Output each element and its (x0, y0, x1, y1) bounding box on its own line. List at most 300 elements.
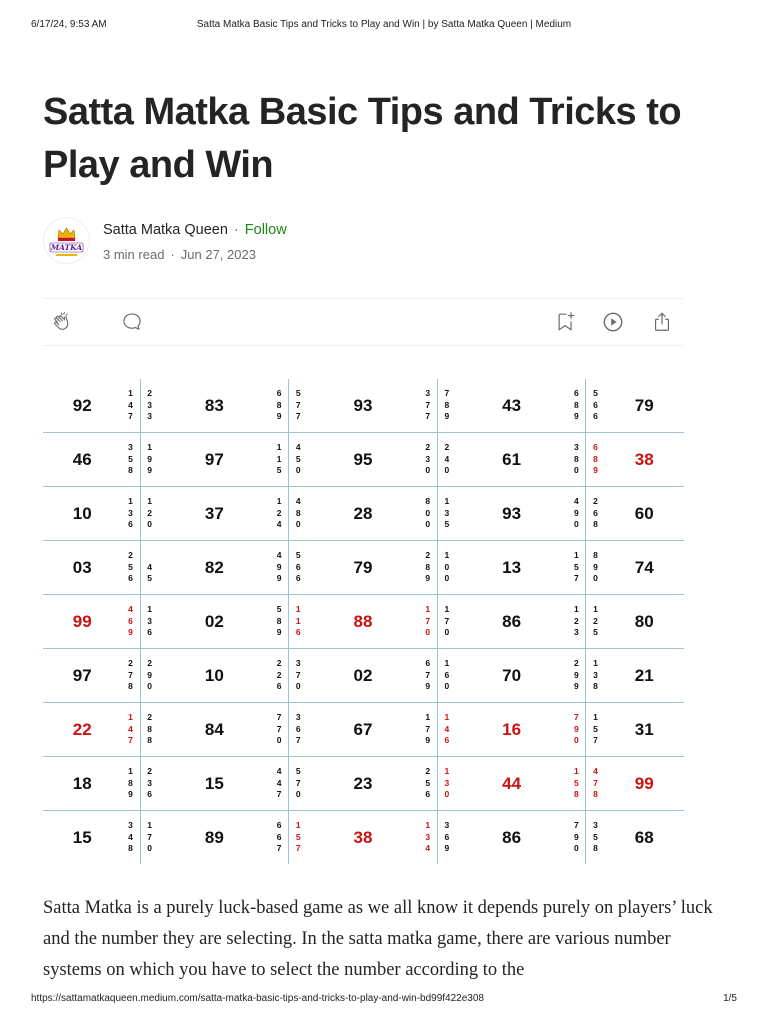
chart-digit-stack (270, 811, 289, 865)
chart-digit: 9 (147, 453, 152, 464)
chart-digit: 7 (444, 388, 450, 399)
chart-digit: 1 (276, 453, 282, 464)
chart-digit: 9 (593, 465, 598, 476)
chart-digit: 7 (276, 843, 282, 854)
chart-digit: 3 (444, 777, 450, 788)
chart-digit: 6 (147, 627, 152, 638)
chart-digit: 1 (147, 496, 152, 507)
chart-digit: 1 (276, 496, 282, 507)
chart-digit: 3 (593, 669, 598, 680)
chart-digit-stack (419, 487, 438, 541)
chart-digit-stack (567, 757, 586, 811)
chart-digit: 2 (593, 615, 598, 626)
chart-digit-stack (567, 649, 586, 703)
chart-digit: 6 (444, 831, 450, 842)
separator-dot: · (170, 247, 175, 262)
chart-digit: 4 (276, 777, 282, 788)
chart-digit: 2 (276, 507, 282, 518)
chart-digit: 8 (573, 453, 579, 464)
chart-number: 44 (456, 757, 567, 811)
chart-digit: 7 (295, 777, 301, 788)
chart-digit: 5 (593, 627, 598, 638)
chart-digit: 7 (425, 399, 431, 410)
chart-digit: 3 (295, 712, 301, 723)
chart-number: 99 (43, 595, 121, 649)
chart-digit: 5 (444, 519, 450, 530)
chart-digit-stack (270, 703, 289, 757)
chart-digit: 7 (295, 843, 301, 854)
chart-digit: 9 (128, 789, 133, 800)
chart-digit: 1 (444, 712, 450, 723)
chart-digit: 3 (444, 507, 450, 518)
chart-digit: 4 (128, 723, 133, 734)
chart-digit-stack (567, 379, 586, 433)
chart-digit-stack (567, 541, 586, 595)
chart-digit-stack (289, 487, 308, 541)
chart-digit: 6 (147, 789, 152, 800)
chart-digit: 5 (295, 831, 301, 842)
chart-digit: 0 (593, 573, 598, 584)
chart-number: 67 (307, 703, 418, 757)
article-title: Satta Matka Basic Tips and Tricks to Play and Win (43, 91, 682, 186)
chart-digit: 4 (425, 843, 431, 854)
chart-digit: 1 (573, 550, 579, 561)
chart-digit: 3 (425, 388, 431, 399)
chart-number: 43 (456, 379, 567, 433)
chart-digit: 1 (444, 496, 450, 507)
chart-digit-stack (140, 811, 159, 865)
chart-digit: 4 (128, 831, 133, 842)
chart-number: 86 (502, 827, 522, 847)
chart-digit: 3 (425, 453, 431, 464)
chart-digit: 4 (573, 496, 579, 507)
chart-digit: 1 (444, 658, 450, 669)
chart-digit: 0 (425, 627, 431, 638)
chart-digit-stack (419, 703, 438, 757)
chart-digit: 9 (573, 411, 579, 422)
chart-number: 83 (159, 379, 270, 433)
chart-digit: 9 (573, 831, 579, 842)
chart-digit-stack (140, 757, 159, 811)
chart-digit-stack (140, 541, 159, 595)
chart-digit: 9 (425, 735, 431, 746)
chart-digit: 7 (573, 820, 579, 831)
clap-icon[interactable] (51, 311, 73, 333)
chart-digit: 8 (128, 465, 133, 476)
chart-number: 02 (307, 649, 418, 703)
chart-digit-stack (121, 595, 140, 649)
chart-digit: 0 (295, 789, 301, 800)
chart-digit: 8 (128, 777, 133, 788)
chart-row (43, 433, 684, 487)
chart-digit: 7 (425, 615, 431, 626)
chart-digit: 9 (147, 465, 152, 476)
chart-digit: 7 (128, 735, 133, 746)
chart-digit: 0 (425, 519, 431, 530)
chart-digit: 5 (295, 453, 301, 464)
chart-digit-stack (121, 811, 140, 865)
separator-dot: · (233, 222, 239, 238)
chart-digit: 8 (593, 789, 598, 800)
chart-digit: 3 (573, 442, 579, 453)
chart-digit: 7 (593, 777, 598, 788)
chart-digit: 2 (573, 615, 579, 626)
chart-digit-stack (121, 757, 140, 811)
chart-digit-stack (586, 595, 605, 649)
chart-digit: 7 (573, 573, 579, 584)
chart-digit: 6 (276, 831, 282, 842)
chart-digit: 2 (276, 669, 282, 680)
chart-row (43, 649, 684, 703)
follow-button[interactable]: Follow (244, 222, 287, 238)
chart-digit-stack (437, 541, 456, 595)
publish-date: Jun 27, 2023 (180, 247, 256, 262)
chart-number: 28 (307, 487, 418, 541)
chart-number: 10 (43, 487, 121, 541)
chart-digit: 8 (593, 519, 598, 530)
chart-digit-stack (289, 757, 308, 811)
article-meta (103, 247, 256, 262)
author-name[interactable]: Satta Matka Queen (103, 222, 228, 238)
chart-number: 79 (307, 541, 418, 595)
chart-digit: 3 (573, 627, 579, 638)
chart-digit: 1 (128, 496, 133, 507)
chart-digit: 6 (295, 627, 301, 638)
chart-number: 15 (159, 757, 270, 811)
chart-digit-stack (270, 487, 289, 541)
chart-number: 84 (159, 703, 270, 757)
chart-digit-stack (419, 757, 438, 811)
chart-digit: 5 (276, 604, 282, 615)
chart-digit: 9 (276, 561, 282, 572)
chart-digit: 7 (425, 411, 431, 422)
chart-digit-stack (586, 649, 605, 703)
chart-digit-stack (270, 433, 289, 487)
chart-number: 18 (43, 757, 121, 811)
chart-digit-stack (586, 487, 605, 541)
chart-digit-stack (121, 703, 140, 757)
chart-digit-stack (567, 703, 586, 757)
chart-digit: 3 (444, 820, 450, 831)
chart-digit: 4 (147, 561, 152, 572)
chart-number: 68 (634, 827, 654, 847)
chart-digit: 6 (593, 399, 598, 410)
chart-digit: 3 (425, 831, 431, 842)
chart-digit: 7 (128, 669, 133, 680)
chart-row (43, 757, 684, 811)
chart-digit: 7 (295, 669, 301, 680)
read-time: 3 min read (103, 247, 165, 262)
chart-digit: 2 (276, 658, 282, 669)
chart-digit: 8 (147, 735, 152, 746)
chart-number: 37 (159, 487, 270, 541)
chart-digit: 8 (573, 399, 579, 410)
chart-digit: 0 (295, 465, 301, 476)
chart-digit: 6 (295, 573, 301, 584)
action-bar (43, 298, 683, 346)
chart-digit: 6 (444, 735, 450, 746)
chart-digit: 2 (147, 507, 152, 518)
chart-digit: 8 (593, 843, 598, 854)
chart-digit-stack (289, 649, 308, 703)
chart-digit: 6 (593, 442, 598, 453)
chart-digit-stack (419, 541, 438, 595)
chart-digit: 1 (573, 604, 579, 615)
chart-digit: 8 (425, 561, 431, 572)
chart-digit: 6 (295, 561, 301, 572)
chart-digit: 8 (573, 789, 579, 800)
chart-digit-stack (270, 649, 289, 703)
chart-digit-stack (437, 487, 456, 541)
chart-digit-stack (586, 379, 605, 433)
chart-digit: 9 (128, 627, 133, 638)
chart-number: 88 (307, 595, 418, 649)
chart-digit: 9 (444, 411, 450, 422)
chart-digit: 7 (593, 735, 598, 746)
chart-digit: 6 (128, 573, 133, 584)
chart-digit-stack (270, 541, 289, 595)
chart-digit-stack (586, 433, 605, 487)
chart-digit-stack (586, 811, 605, 865)
chart-digit: 2 (425, 550, 431, 561)
chart-digit: 1 (128, 712, 133, 723)
chart-number: 38 (353, 827, 373, 847)
chart-digit: 1 (444, 604, 450, 615)
chart-digit: 0 (276, 735, 282, 746)
chart-digit: 7 (573, 712, 579, 723)
chart-digit: 5 (573, 561, 579, 572)
chart-digit: 0 (573, 735, 579, 746)
chart-digit: 0 (295, 519, 301, 530)
chart-digit: 3 (128, 820, 133, 831)
chart-digit (141, 550, 159, 562)
chart-digit: 8 (128, 843, 133, 854)
chart-number: 97 (159, 433, 270, 487)
chart-digit-stack (270, 379, 289, 433)
chart-digit: 9 (573, 681, 579, 692)
chart-digit: 3 (128, 442, 133, 453)
chart-digit: 1 (295, 820, 301, 831)
share-icon[interactable] (651, 311, 673, 333)
chart-digit: 6 (444, 669, 450, 680)
chart-digit: 6 (593, 411, 598, 422)
chart-digit: 2 (147, 766, 152, 777)
chart-digit: 9 (425, 573, 431, 584)
chart-digit: 5 (147, 573, 152, 584)
chart-digit: 2 (147, 658, 152, 669)
chart-digit: 1 (147, 604, 152, 615)
chart-digit: 5 (425, 777, 431, 788)
print-header (0, 19, 768, 33)
chart-digit: 7 (276, 789, 282, 800)
matka-logo-icon (44, 218, 89, 263)
chart-digit: 5 (128, 561, 133, 572)
svg-text:MATKA: MATKA (50, 243, 83, 252)
chart-digit-stack (437, 595, 456, 649)
print-url: https://sattamatkaqueen.medium.com/satta-matka-basic-tips-and-tricks-to-play-and-win-bd99f422e308 (31, 993, 484, 1004)
chart-digit: 8 (295, 507, 301, 518)
chart-digit: 1 (425, 712, 431, 723)
chart-digit-stack (586, 757, 605, 811)
chart-digit: 6 (295, 723, 301, 734)
chart-digit: 8 (593, 681, 598, 692)
chart-digit: 1 (128, 388, 133, 399)
chart-digit: 3 (147, 411, 152, 422)
chart-digit: 5 (295, 766, 301, 777)
chart-number: 70 (456, 649, 567, 703)
chart-digit-stack (567, 595, 586, 649)
chart-digit-stack (437, 379, 456, 433)
chart-digit-stack (289, 541, 308, 595)
print-datetime: 6/17/24, 9:53 AM (31, 19, 107, 30)
chart-digit: 0 (425, 507, 431, 518)
page-number: 1/5 (723, 993, 737, 1004)
chart-digit: 6 (276, 820, 282, 831)
chart-digit: 0 (573, 843, 579, 854)
chart-digit: 9 (276, 627, 282, 638)
chart-digit: 6 (276, 388, 282, 399)
chart-digit: 2 (573, 658, 579, 669)
chart-digit-stack (140, 487, 159, 541)
chart-digit: 7 (147, 831, 152, 842)
chart-digit-stack (586, 703, 605, 757)
chart-number: 10 (159, 649, 270, 703)
chart-digit: 4 (593, 766, 598, 777)
chart-number: 60 (604, 487, 684, 541)
chart-digit-stack (289, 811, 308, 865)
chart-digit: 1 (593, 712, 598, 723)
author-line (103, 222, 287, 238)
chart-digit: 3 (295, 658, 301, 669)
chart-digit: 4 (295, 442, 301, 453)
chart-digit-stack (289, 433, 308, 487)
chart-digit: 0 (444, 681, 450, 692)
chart-number: 46 (43, 433, 121, 487)
chart-row (43, 703, 684, 757)
chart-digit: 0 (295, 681, 301, 692)
chart-digit-stack (140, 703, 159, 757)
chart-digit: 5 (593, 388, 598, 399)
chart-digit: 1 (147, 820, 152, 831)
chart-number: 61 (456, 433, 567, 487)
chart-digit-stack (567, 811, 586, 865)
chart-digit: 1 (444, 766, 450, 777)
chart-digit-stack (140, 433, 159, 487)
chart-number: 99 (604, 757, 684, 811)
chart-digit-stack (586, 541, 605, 595)
chart-digit: 7 (425, 723, 431, 734)
chart-digit: 5 (276, 465, 282, 476)
chart-digit-stack (121, 541, 140, 595)
chart-digit: 4 (444, 723, 450, 734)
chart-digit: 9 (147, 669, 152, 680)
chart-number: 03 (43, 541, 121, 595)
chart-digit: 1 (593, 658, 598, 669)
chart-digit: 1 (593, 604, 598, 615)
chart-digit: 1 (276, 442, 282, 453)
chart-digit: 1 (425, 820, 431, 831)
bookmark-icon[interactable] (555, 311, 577, 333)
chart-number: 21 (604, 649, 684, 703)
chart-digit-stack (567, 433, 586, 487)
chart-number: 31 (604, 703, 684, 757)
chart-digit: 9 (276, 411, 282, 422)
chart-digit: 5 (573, 777, 579, 788)
chart-number: 02 (159, 595, 270, 649)
chart-digit: 8 (593, 453, 598, 464)
chart-number: 22 (43, 703, 121, 757)
chart-digit-stack (437, 703, 456, 757)
chart-digit: 6 (593, 507, 598, 518)
chart-digit: 4 (276, 550, 282, 561)
chart-digit-stack (270, 595, 289, 649)
chart-digit: 3 (147, 777, 152, 788)
chart-digit: 1 (573, 766, 579, 777)
chart-digit: 4 (128, 604, 133, 615)
chart-digit-stack (289, 379, 308, 433)
chart-digit: 2 (128, 658, 133, 669)
chart-row (43, 379, 684, 433)
chart-digit: 3 (147, 399, 152, 410)
chart-digit: 6 (573, 388, 579, 399)
matka-number-chart (43, 379, 684, 864)
chart-digit: 1 (295, 615, 301, 626)
chart-digit: 5 (128, 453, 133, 464)
chart-digit: 8 (276, 399, 282, 410)
chart-digit: 0 (147, 843, 152, 854)
chart-digit: 1 (295, 604, 301, 615)
comment-icon[interactable] (121, 311, 143, 333)
avatar[interactable] (43, 217, 90, 264)
chart-digit-stack (419, 379, 438, 433)
play-icon[interactable] (602, 311, 624, 333)
chart-digit: 9 (593, 561, 598, 572)
chart-digit: 4 (128, 399, 133, 410)
chart-number: 86 (456, 595, 567, 649)
chart-digit: 8 (444, 399, 450, 410)
chart-digit: 2 (444, 442, 450, 453)
chart-digit-stack (567, 487, 586, 541)
chart-row (43, 595, 684, 649)
chart-digit: 6 (276, 681, 282, 692)
chart-number: 93 (456, 487, 567, 541)
chart-digit: 7 (128, 411, 133, 422)
chart-digit: 6 (425, 789, 431, 800)
chart-digit-stack (121, 649, 140, 703)
chart-digit: 7 (425, 669, 431, 680)
chart-digit: 3 (147, 615, 152, 626)
chart-number: 13 (456, 541, 567, 595)
print-page-title: Satta Matka Basic Tips and Tricks to Play and Win | by Satta Matka Queen | Medium (196, 19, 572, 30)
chart-digit-stack (419, 433, 438, 487)
chart-digit-stack (437, 811, 456, 865)
chart-number: 74 (604, 541, 684, 595)
chart-digit: 0 (444, 627, 450, 638)
chart-number: 92 (43, 379, 121, 433)
chart-digit: 2 (147, 712, 152, 723)
chart-digit: 9 (276, 573, 282, 584)
chart-number: 79 (604, 379, 684, 433)
chart-digit-stack (419, 811, 438, 865)
chart-digit: 0 (444, 573, 450, 584)
chart-digit: 9 (573, 723, 579, 734)
chart-number: 16 (456, 703, 567, 757)
chart-digit: 2 (425, 766, 431, 777)
chart-digit: 3 (593, 820, 598, 831)
chart-digit-stack (419, 649, 438, 703)
chart-number: 93 (307, 379, 418, 433)
author-block (43, 215, 733, 270)
